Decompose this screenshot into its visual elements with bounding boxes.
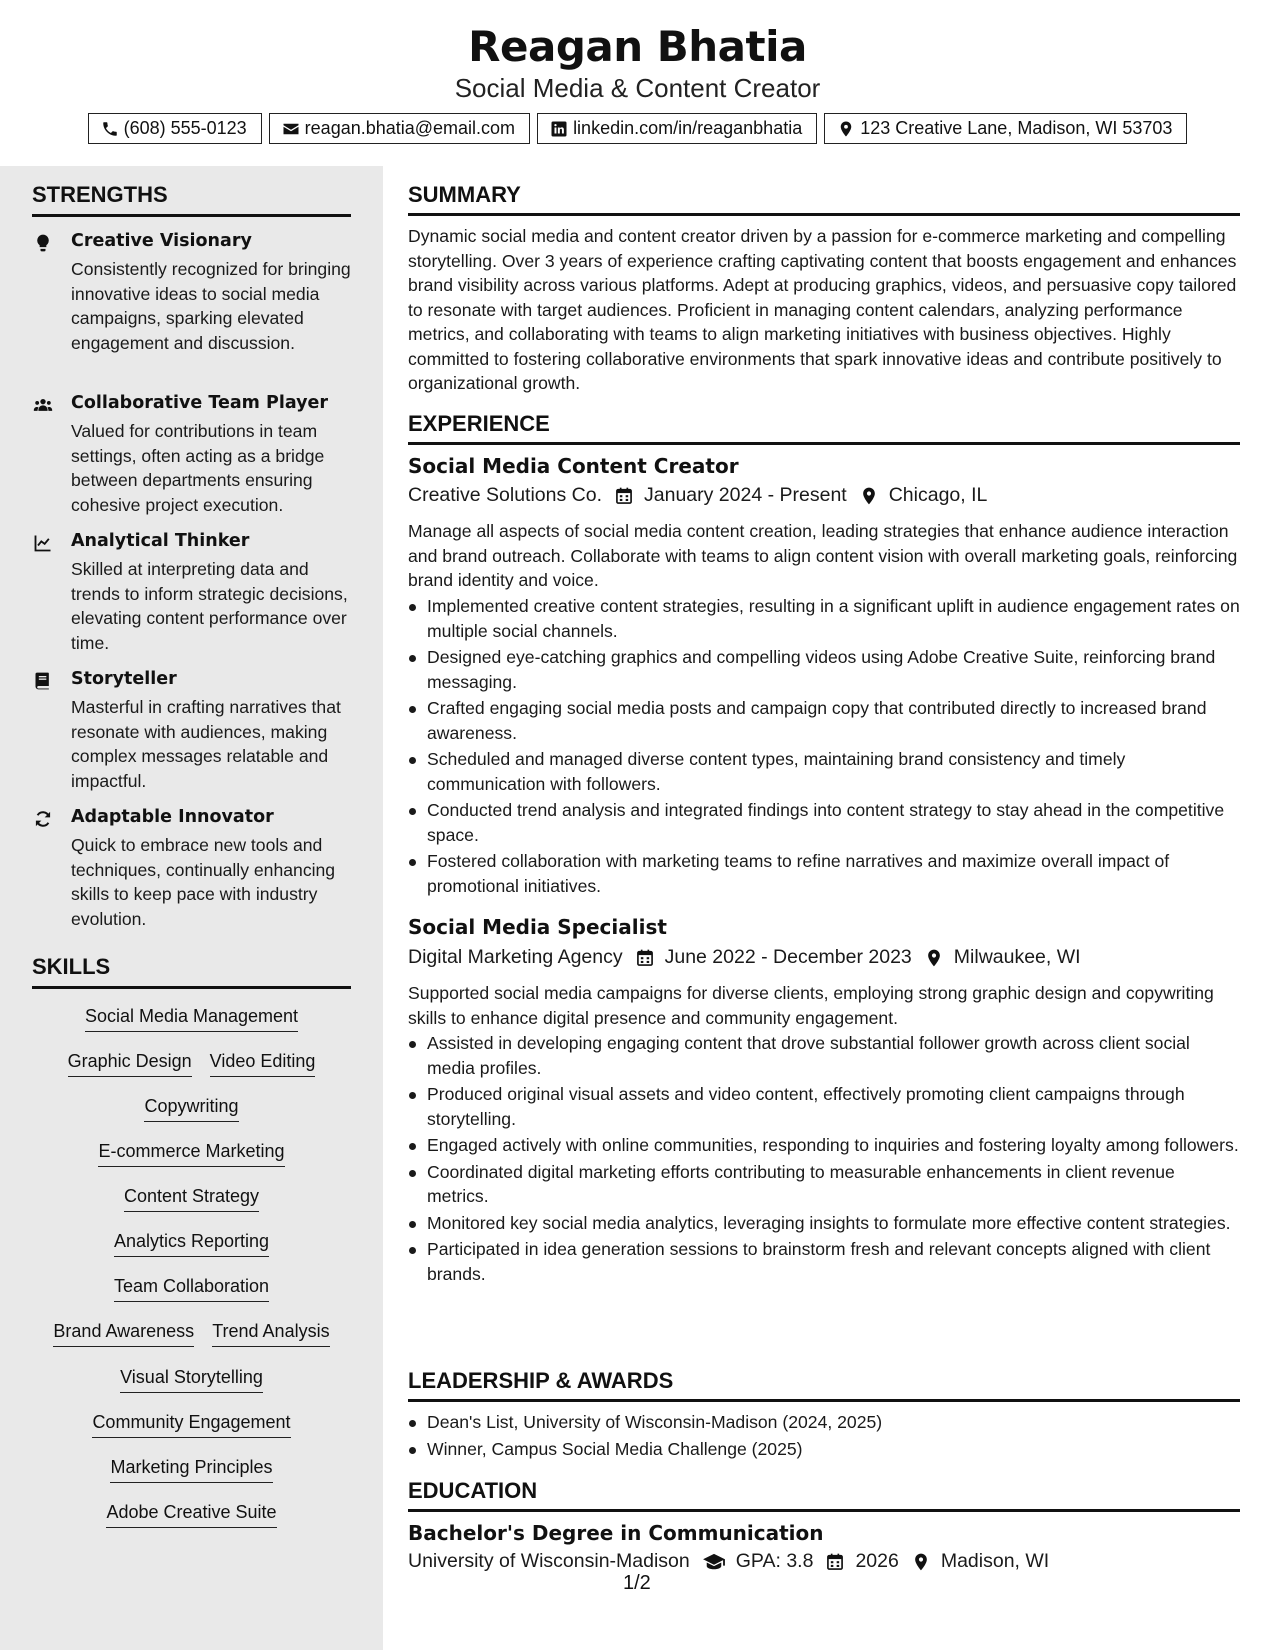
map-pin-icon [859,486,879,506]
strength-title: Adaptable Innovator [71,807,274,827]
strength-desc: Skilled at interpreting data and trends to inform strategic decisions, elevating content performance over time. [71,559,348,653]
bullet-item: Crafted engaging social media posts and campaign copy that contributed directly to increased brand awareness. [408,696,1240,745]
contact-email[interactable] [269,113,530,144]
contact-phone[interactable] [88,113,262,144]
bullet-item: Assisted in developing engaging content that drove substantial follower growth across client social media profiles. [408,1031,1240,1080]
skill-tag: E-commerce Marketing [98,1141,284,1167]
email-text: reagan.bhatia@email.com [304,118,516,138]
skills-row [32,1096,351,1122]
skill-tag: Brand Awareness [53,1321,194,1347]
graduation-year: 2026 [855,1550,899,1572]
strength-desc: Consistently recognized for bringing innovative ideas to social media campaigns, sparking elevated engagement and discussion. [71,259,351,353]
bullet-item: Participated in idea generation sessions to brainstorm fresh and relevant concepts aligned with client brands. [408,1237,1240,1286]
strength-title: Storyteller [71,669,177,689]
bullet-item: Conducted trend analysis and integrated findings into content strategy to stay ahead in the competitive space. [408,798,1240,847]
job-title: Social Media Specialist [408,915,667,939]
skills-row [32,1231,351,1257]
degree-title: Bachelor's Degree in Communication [408,1521,824,1545]
job-location: Chicago, IL [888,484,988,506]
strength-title: Collaborative Team Player [71,393,329,413]
bullet-item: Implemented creative content strategies, resulting in a significant uplift in audience engagement rates on multiple social channels. [408,594,1240,643]
lightbulb-icon [32,233,54,253]
strengths-heading: STRENGTHS [32,182,351,217]
phone-text: (608) 555-0123 [123,118,247,138]
bullet-item: Scheduled and managed diverse content types, maintaining brand consistency and timely communication with followers. [408,747,1240,796]
skills-row [32,1276,351,1302]
skill-tag: Team Collaboration [114,1276,269,1302]
skill-tag: Video Editing [210,1051,316,1077]
award-item: Dean's List, University of Wisconsin-Madison (2024, 2025) [408,1410,1240,1435]
contact-linkedin[interactable] [537,113,817,144]
strength-title: Creative Visionary [71,231,252,251]
leadership-heading: LEADERSHIP & AWARDS [408,1368,1240,1402]
contact-address[interactable] [824,113,1187,144]
award-item: Winner, Campus Social Media Challenge (2025) [408,1437,1240,1462]
job-bullets [408,594,1240,900]
sidebar [0,166,383,1650]
skill-tag: Analytics Reporting [114,1231,269,1257]
address-text: 123 Creative Lane, Madison, WI 53703 [860,118,1173,138]
chart-line-icon [32,533,54,553]
map-pin-icon [837,120,855,138]
map-pin-icon [911,1552,931,1572]
skills-row [32,1412,351,1438]
skills-row [32,1186,351,1212]
skill-tag: Content Strategy [124,1186,259,1212]
job-dates: January 2024 - Present [644,484,847,506]
page-number: 1/2 [623,1572,651,1594]
linkedin-icon [550,120,568,138]
book-icon [32,671,54,691]
leadership-list [408,1410,1240,1463]
calendar-icon [635,948,655,968]
job-company: Digital Marketing Agency [408,946,623,968]
summary-text: Dynamic social media and content creator driven by a passion for e-commerce marketing and compelling storytelling. Over 3 years of experience crafting captivating content that boosts engagement and enhances brand visibility across various platforms. Adept at producing graphics, videos, and persuasive copy tailored to resonate with target audiences. Proficient in managing content calendars, analyzing performance metrics, and collaborating with teams to align marketing initiatives with business objectives. Highly committed to fostering collaborative environments that spark innovative ideas and contribute positively to organizational growth. [408,226,1237,393]
job-title: Social Media Content Creator [408,454,739,478]
skill-tag: Visual Storytelling [120,1367,263,1393]
users-icon [32,395,54,415]
strength-desc: Quick to embrace new tools and techniques, continually enhancing skills to keep pace with industry evolution. [71,835,336,929]
strength-desc: Masterful in crafting narratives that resonate with audiences, making complex messages relatable and impactful. [71,697,341,791]
school-name: University of Wisconsin-Madison [408,1550,690,1572]
graduation-cap-icon [702,1552,726,1572]
school-location: Madison, WI [940,1550,1050,1572]
job-description: Manage all aspects of social media content creation, leading strategies that enhance audience interaction and brand outreach. Collaborate with teams to align content vision with overall marketing goals, reinforcing brand identity and voice. [408,521,1238,590]
skills-row [32,1457,351,1483]
bullet-item: Fostered collaboration with marketing teams to refine narratives and maximize overall impact of promotional initiatives. [408,849,1240,898]
bullet-item: Produced original visual assets and video content, effectively promoting client campaigns through storytelling. [408,1082,1240,1131]
bullet-item: Designed eye-catching graphics and compelling videos using Adobe Creative Suite, reinforcing brand messaging. [408,645,1240,694]
strength-title: Analytical Thinker [71,531,250,551]
job-location: Milwaukee, WI [953,946,1081,968]
job-dates: June 2022 - December 2023 [664,946,912,968]
bullet-item: Coordinated digital marketing efforts contributing to measurable enhancements in client revenue metrics. [408,1160,1240,1209]
skill-tag: Copywriting [144,1096,238,1122]
education-heading: EDUCATION [408,1478,1240,1512]
calendar-icon [825,1552,845,1572]
job-company: Creative Solutions Co. [408,484,603,506]
skills-row [32,1321,351,1347]
strength-desc: Valued for contributions in team settings, often acting as a bridge between departments ensuring cohesive project execution. [71,421,325,515]
skills-row [32,1367,351,1393]
envelope-icon [282,120,300,138]
contact-bar [0,113,1275,144]
summary-heading: SUMMARY [408,182,1240,216]
skill-tag: Trend Analysis [212,1321,329,1347]
sync-icon [32,809,54,829]
gpa: GPA: 3.8 [735,1550,814,1572]
skill-tag: Marketing Principles [110,1457,272,1483]
job-bullets [408,1031,1240,1288]
bullet-item: Monitored key social media analytics, leveraging insights to formulate more effective content strategies. [408,1211,1240,1236]
skill-tag: Adobe Creative Suite [106,1502,276,1528]
skills-row [32,1141,351,1167]
phone-icon [101,120,119,138]
skill-tag: Social Media Management [85,1006,298,1032]
bullet-item: Engaged actively with online communities, responding to inquiries and fostering loyalty among followers. [408,1133,1240,1158]
skills-row [32,1502,351,1528]
job-meta [408,484,987,507]
skills-heading: SKILLS [32,954,351,989]
skills-row [32,1006,351,1032]
job-meta [408,946,1081,969]
map-pin-icon [924,948,944,968]
education-meta [408,1550,1049,1573]
candidate-title: Social Media & Content Creator [454,73,821,103]
skill-tag: Graphic Design [68,1051,192,1077]
skill-tag: Community Engagement [92,1412,290,1438]
linkedin-text: linkedin.com/in/reaganbhatia [573,118,803,138]
candidate-name: Reagan Bhatia [468,22,807,71]
experience-heading: EXPERIENCE [408,411,1240,445]
resume-header [0,0,1275,166]
job-description: Supported social media campaigns for diverse clients, employing strong graphic design and copywriting skills to enhance digital presence and community engagement. [408,983,1214,1028]
calendar-icon [614,486,634,506]
skills-row [32,1051,351,1077]
